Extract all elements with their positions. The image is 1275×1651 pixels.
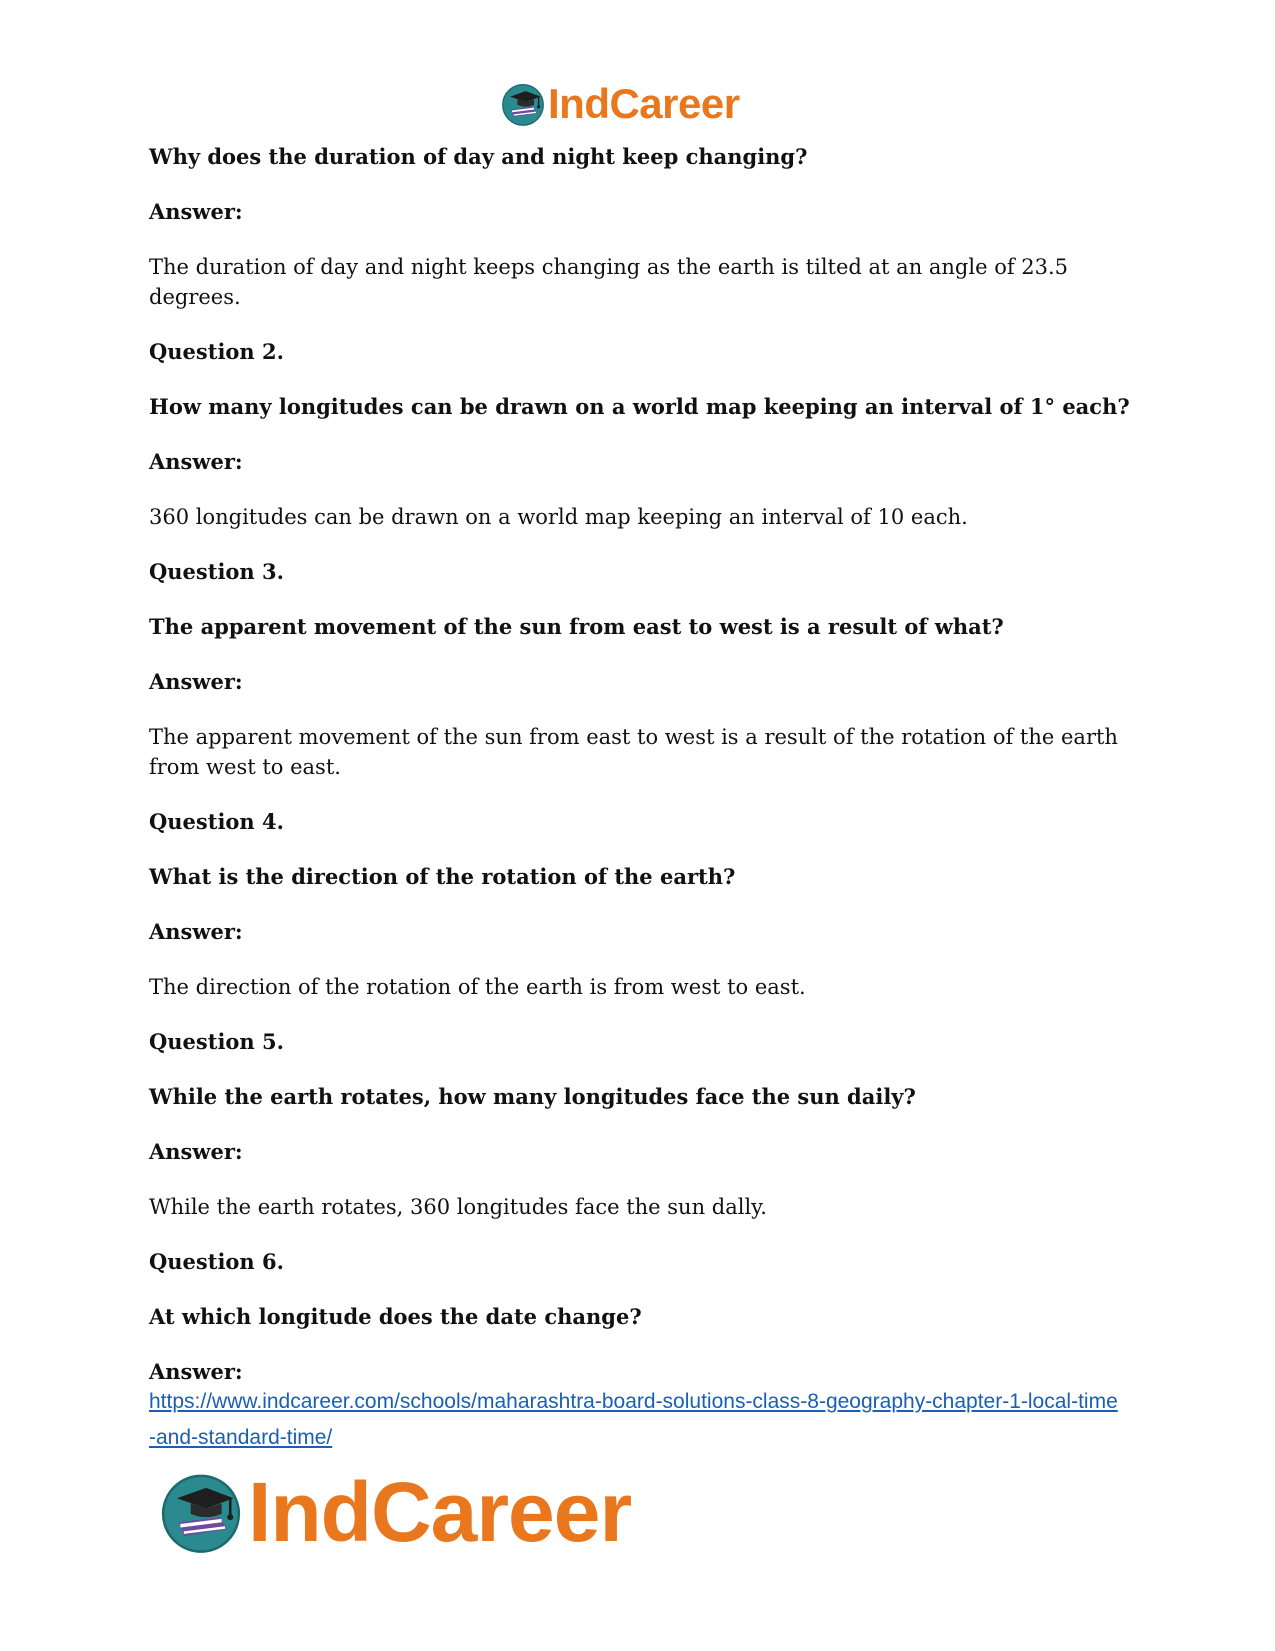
question-number: Question 5. — [149, 1029, 284, 1054]
footer-logo — [158, 1462, 631, 1562]
question-number: Question 6. — [149, 1249, 284, 1274]
brand-name: IndCareer — [248, 1465, 632, 1559]
question-text: Why does the duration of day and night keep changing? — [149, 144, 808, 169]
header-logo — [500, 78, 740, 130]
source-link[interactable]: https://www.indcareer.com/schools/maharashtra-board-solutions-class-8-geography-chapter-1-local-time-and-standard-time/ — [149, 1390, 1118, 1449]
answer-label: Answer: — [149, 1139, 243, 1164]
answer-label: Answer: — [149, 1359, 243, 1384]
answer-label: Answer: — [149, 449, 243, 474]
answer-label: Answer: — [149, 199, 243, 224]
answer-text: While the earth rotates, 360 longitudes face the sun dally. — [149, 1195, 767, 1219]
question-number: Question 3. — [149, 559, 284, 584]
question-text: While the earth rotates, how many longitudes face the sun daily? — [149, 1084, 916, 1109]
answer-text: The duration of day and night keeps changing as the earth is tilted at an angle of 23.5 degrees. — [149, 255, 1069, 309]
answer-label: Answer: — [149, 669, 243, 694]
question-text: The apparent movement of the sun from east to west is a result of what? — [149, 614, 1004, 639]
question-text: How many longitudes can be drawn on a world map keeping an interval of 1° each? — [149, 394, 1130, 419]
brand-name: IndCareer — [548, 80, 740, 127]
answer-text: The apparent movement of the sun from east to west is a result of the rotation of the earth from west to east. — [149, 725, 1118, 779]
question-number: Question 4. — [149, 809, 284, 834]
graduation-book-icon — [500, 81, 546, 127]
question-text: What is the direction of the rotation of the earth? — [149, 864, 736, 889]
answer-text: The direction of the rotation of the earth is from west to east. — [149, 975, 806, 999]
graduation-book-icon — [158, 1469, 244, 1555]
answer-label: Answer: — [149, 919, 243, 944]
question-text: At which longitude does the date change? — [149, 1304, 642, 1329]
qa-content — [149, 142, 1139, 1412]
answer-text: 360 longitudes can be drawn on a world map keeping an interval of 10 each. — [149, 505, 968, 529]
question-number: Question 2. — [149, 339, 284, 364]
